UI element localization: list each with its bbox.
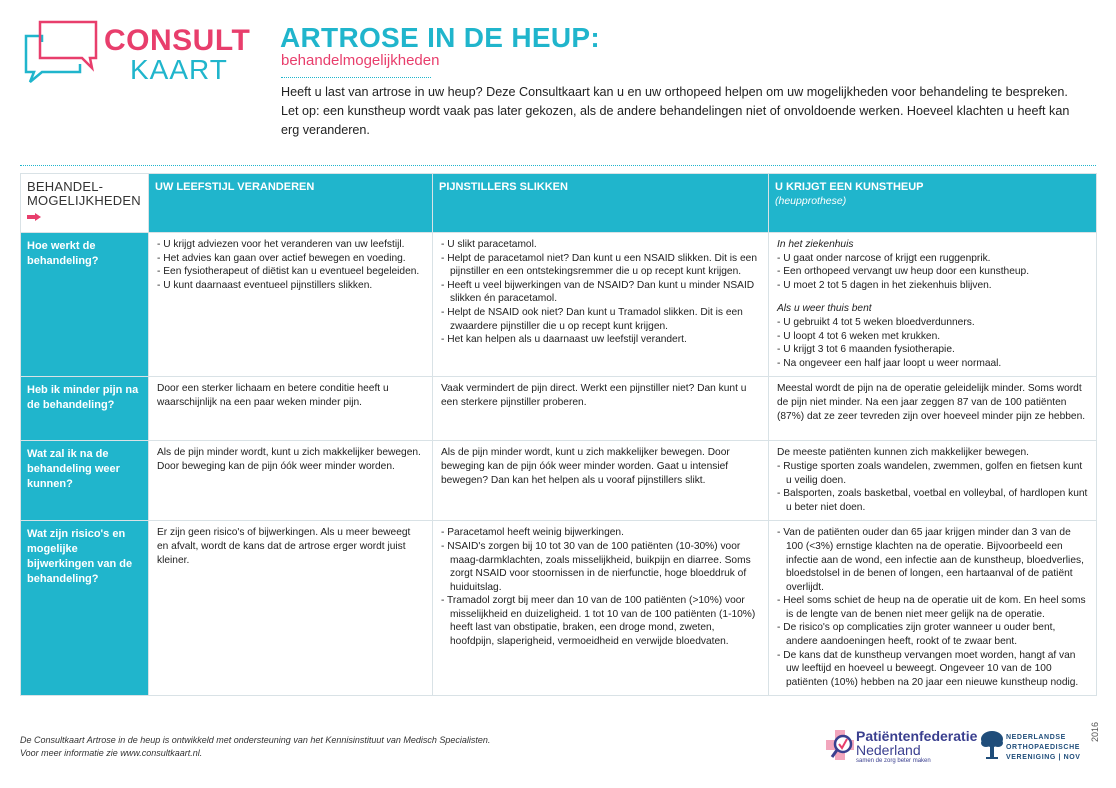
tree-icon	[980, 730, 1004, 760]
corner-label-line1: BEHANDEL-	[27, 179, 104, 194]
logo-text-kaart: KAART	[130, 54, 228, 85]
intro-text	[281, 83, 1071, 140]
nov-name-line: NEDERLANDSE	[1006, 734, 1066, 741]
corner-label-line2: MOGELIJKHEDEN	[27, 193, 141, 208]
cell-lifestyle	[149, 233, 433, 377]
logo-text-consult: CONSULT	[104, 24, 251, 57]
magnifier-check-icon	[826, 730, 856, 764]
table-top-divider	[20, 165, 1096, 166]
list-item: - Tramadol zorgt bij meer dan 10 van de 100 patiënten (>10%) voor misselijkheid en duizeligheid. 1 tot 10 van de 100 patiënten (1-10%) heeft last van obstipatie, braken, een droge mond, zweten, hoofdpijn, slaperigheid, vermoeidheid en verwijde bloedvaten.	[441, 594, 760, 648]
table-row	[21, 233, 1097, 377]
column-header-prosthesis	[769, 174, 1097, 233]
list-item: - De kans dat de kunstheup vervangen moet worden, hangt af van uw leeftijd en hoeveel u beweegt. Ongeveer 10 van de 100 patiënten (10%) hebben na 20 jaar een nieuwe kunstheup nodig.	[777, 649, 1088, 690]
intro-paragraph: Heeft u last van artrose in uw heup? Deze Consultkaart kan u en uw orthopeed helpen om uw mogelijkheden voor behandeling te bespreken.	[281, 85, 1068, 99]
table-row	[21, 521, 1097, 696]
speech-bubbles-icon	[20, 20, 100, 84]
list-item: - Rustige sporten zoals wandelen, zwemmen, golfen en fietsen kunt u veilig doen.	[777, 460, 1088, 487]
cell-painkillers	[433, 521, 769, 696]
column-header-lifestyle	[149, 174, 433, 233]
list-item: - U slikt paracetamol.	[441, 238, 760, 252]
list-item: - Helpt de paracetamol niet? Dan kunt u een NSAID slikken. Dit is een pijnstiller en een ontstekingsremmer die u op recept kunt krijgen.	[441, 252, 760, 279]
footer-line: Voor meer informatie zie www.consultkaart.nl.	[20, 748, 203, 758]
publication-year: 2016	[1090, 721, 1100, 742]
list-item: - Van de patiënten ouder dan 65 jaar krijgen minder dan 3 van de 100 (<3%) ernstige klachten na de operatie. Bijvoorbeeld een infectie aan de wond, een infectie aan de kunstheup, bloedverlies, bloedstolsel in de benen of longen, een hartaanval of de patiënt overlijdt.	[777, 526, 1088, 594]
cell-prosthesis	[769, 233, 1097, 377]
nov-name-line: VERENIGING | NOV	[1006, 754, 1081, 761]
list-item: - Een orthopeed vervangt uw heup door een kunstheup.	[777, 265, 1088, 279]
table-header-row	[21, 174, 1097, 233]
table-row	[21, 377, 1097, 441]
list-item: - Heel soms schiet de heup na de operatie uit de kom. En heel soms is de lengte van de benen niet meer gelijk na de operatie.	[777, 594, 1088, 621]
column-header-painkillers	[433, 174, 769, 233]
row-question: Heb ik minder pijn na de behandeling?	[21, 377, 149, 441]
row-question: Wat zijn risico's en mogelijke bijwerkingen van de behandeling?	[21, 521, 149, 696]
pf-tagline: samen de zorg beter maken	[856, 758, 931, 764]
arrow-right-icon	[27, 213, 41, 221]
footer-credits	[20, 734, 490, 760]
cell-intro: De meeste patiënten kunnen zich makkelijker bewegen.	[777, 447, 1030, 459]
section-heading: In het ziekenhuis	[777, 239, 854, 250]
cell-lifestyle: Door een sterker lichaam en betere conditie heeft u waarschijnlijk na een paar weken minder pijn.	[149, 377, 433, 441]
cell-painkillers	[433, 233, 769, 377]
nov-logo	[980, 728, 1090, 768]
page-subtitle: behandelmogelijkheden	[281, 52, 440, 69]
list-item: - NSAID's zorgen bij 10 tot 30 van de 100 patiënten (10-30%) voor maag-darmklachten, zoals misselijkheid, buikpijn en diarree. Soms zorgt NSAID voor stoornissen in de nierfunctie, hoge bloeddruk of huiduitslag.	[441, 540, 760, 594]
page-title: ARTROSE IN DE HEUP:	[280, 22, 600, 53]
pf-name-country: Nederland	[856, 742, 921, 758]
footer-line: De Consultkaart Artrose in de heup is ontwikkeld met ondersteuning van het Kennisinstituut van Medisch Specialisten.	[20, 735, 491, 745]
list-item: - U gaat onder narcose of krijgt een ruggenprik.	[777, 252, 1088, 266]
list-item: - Balsporten, zoals basketbal, voetbal en volleybal, of hardlopen kunt u beter niet doen.	[777, 487, 1088, 514]
corner-header	[21, 174, 149, 233]
list-item: - U krijgt 3 tot 6 maanden fysiotherapie.	[777, 343, 1088, 357]
cell-prosthesis: Meestal wordt de pijn na de operatie geleidelijk minder. Soms wordt de pijn niet minder. Na een jaar zeggen 87 van de 100 patiënten (87%) dat ze zeer tevreden zijn over hoeveel minder pijn ze hebben.	[769, 377, 1097, 441]
list-item: - Paracetamol heeft weinig bijwerkingen.	[441, 526, 760, 540]
consultkaart-logo	[20, 20, 251, 85]
list-item: - Na ongeveer een half jaar loopt u weer normaal.	[777, 357, 1088, 371]
subtitle-divider	[281, 77, 431, 78]
row-question: Hoe werkt de behandeling?	[21, 233, 149, 377]
cell-lifestyle: Als de pijn minder wordt, kunt u zich makkelijker bewegen. Door beweging kan de pijn óók weer minder worden.	[149, 441, 433, 521]
cell-lifestyle: Er zijn geen risico's of bijwerkingen. Als u meer beweegt en afvalt, wordt de kans dat de artrose erger wordt juist kleiner.	[149, 521, 433, 696]
pf-name: Patiëntenfederatie	[856, 728, 978, 744]
list-item: - U loopt 4 tot 6 weken met krukken.	[777, 330, 1088, 344]
column-header-subtitle: (heupprothese)	[775, 195, 847, 207]
cell-painkillers: Vaak vermindert de pijn direct. Werkt een pijnstiller niet? Dan kunt u een sterkere pijnstiller proberen.	[433, 377, 769, 441]
column-header-title: PIJNSTILLERS SLIKKEN	[439, 181, 568, 193]
cell-prosthesis	[769, 441, 1097, 521]
treatment-options-table	[20, 173, 1097, 696]
list-item: - U kunt daarnaast eventueel pijnstillers slikken.	[157, 279, 424, 293]
intro-paragraph: Let op: een kunstheup wordt vaak pas later gekozen, als de andere behandelingen niet of onvoldoende werken. Hoeveel klachten u heeft kan erg veranderen.	[281, 104, 1070, 137]
list-item: - Helpt de NSAID ook niet? Dan kunt u Tramadol slikken. Dit is een zwaardere pijnstiller die u op recept kunt krijgen.	[441, 306, 760, 333]
row-question: Wat zal ik na de behandeling weer kunnen?	[21, 441, 149, 521]
table-row	[21, 441, 1097, 521]
list-item: - Heeft u veel bijwerkingen van de NSAID? Dan kunt u minder NSAID slikken én paracetamol.	[441, 279, 760, 306]
column-header-title: U KRIJGT EEN KUNSTHEUP	[775, 181, 924, 193]
list-item: - U gebruikt 4 tot 5 weken bloedverdunners.	[777, 316, 1088, 330]
nov-name	[1006, 733, 1081, 763]
patientenfederatie-logo	[826, 728, 976, 768]
list-item: - Het advies kan gaan over actief bewegen en voeding.	[157, 252, 424, 266]
nov-name-line: ORTHOPAEDISCHE	[1006, 744, 1080, 751]
list-item: - De risico's op complicaties zijn groter wanneer u ouder bent, andere aandoeningen heeft, rookt of te zwaar bent.	[777, 621, 1088, 648]
list-item: - Een fysiotherapeut of diëtist kan u eventueel begeleiden.	[157, 265, 424, 279]
cell-painkillers: Als de pijn minder wordt, kunt u zich makkelijker bewegen. Door beweging kan de pijn óók weer minder worden. Gaat u intensief bewegen? Dan kan het helpen als u vooraf pijnstillers slikt.	[433, 441, 769, 521]
list-item: - Het kan helpen als u daarnaast uw leefstijl verandert.	[441, 333, 760, 347]
cell-prosthesis	[769, 521, 1097, 696]
column-header-title: UW LEEFSTIJL VERANDEREN	[155, 181, 315, 193]
list-item: - U moet 2 tot 5 dagen in het ziekenhuis blijven.	[777, 279, 1088, 293]
section-heading: Als u weer thuis bent	[777, 303, 872, 315]
list-item: - U krijgt adviezen voor het veranderen van uw leefstijl.	[157, 238, 424, 252]
